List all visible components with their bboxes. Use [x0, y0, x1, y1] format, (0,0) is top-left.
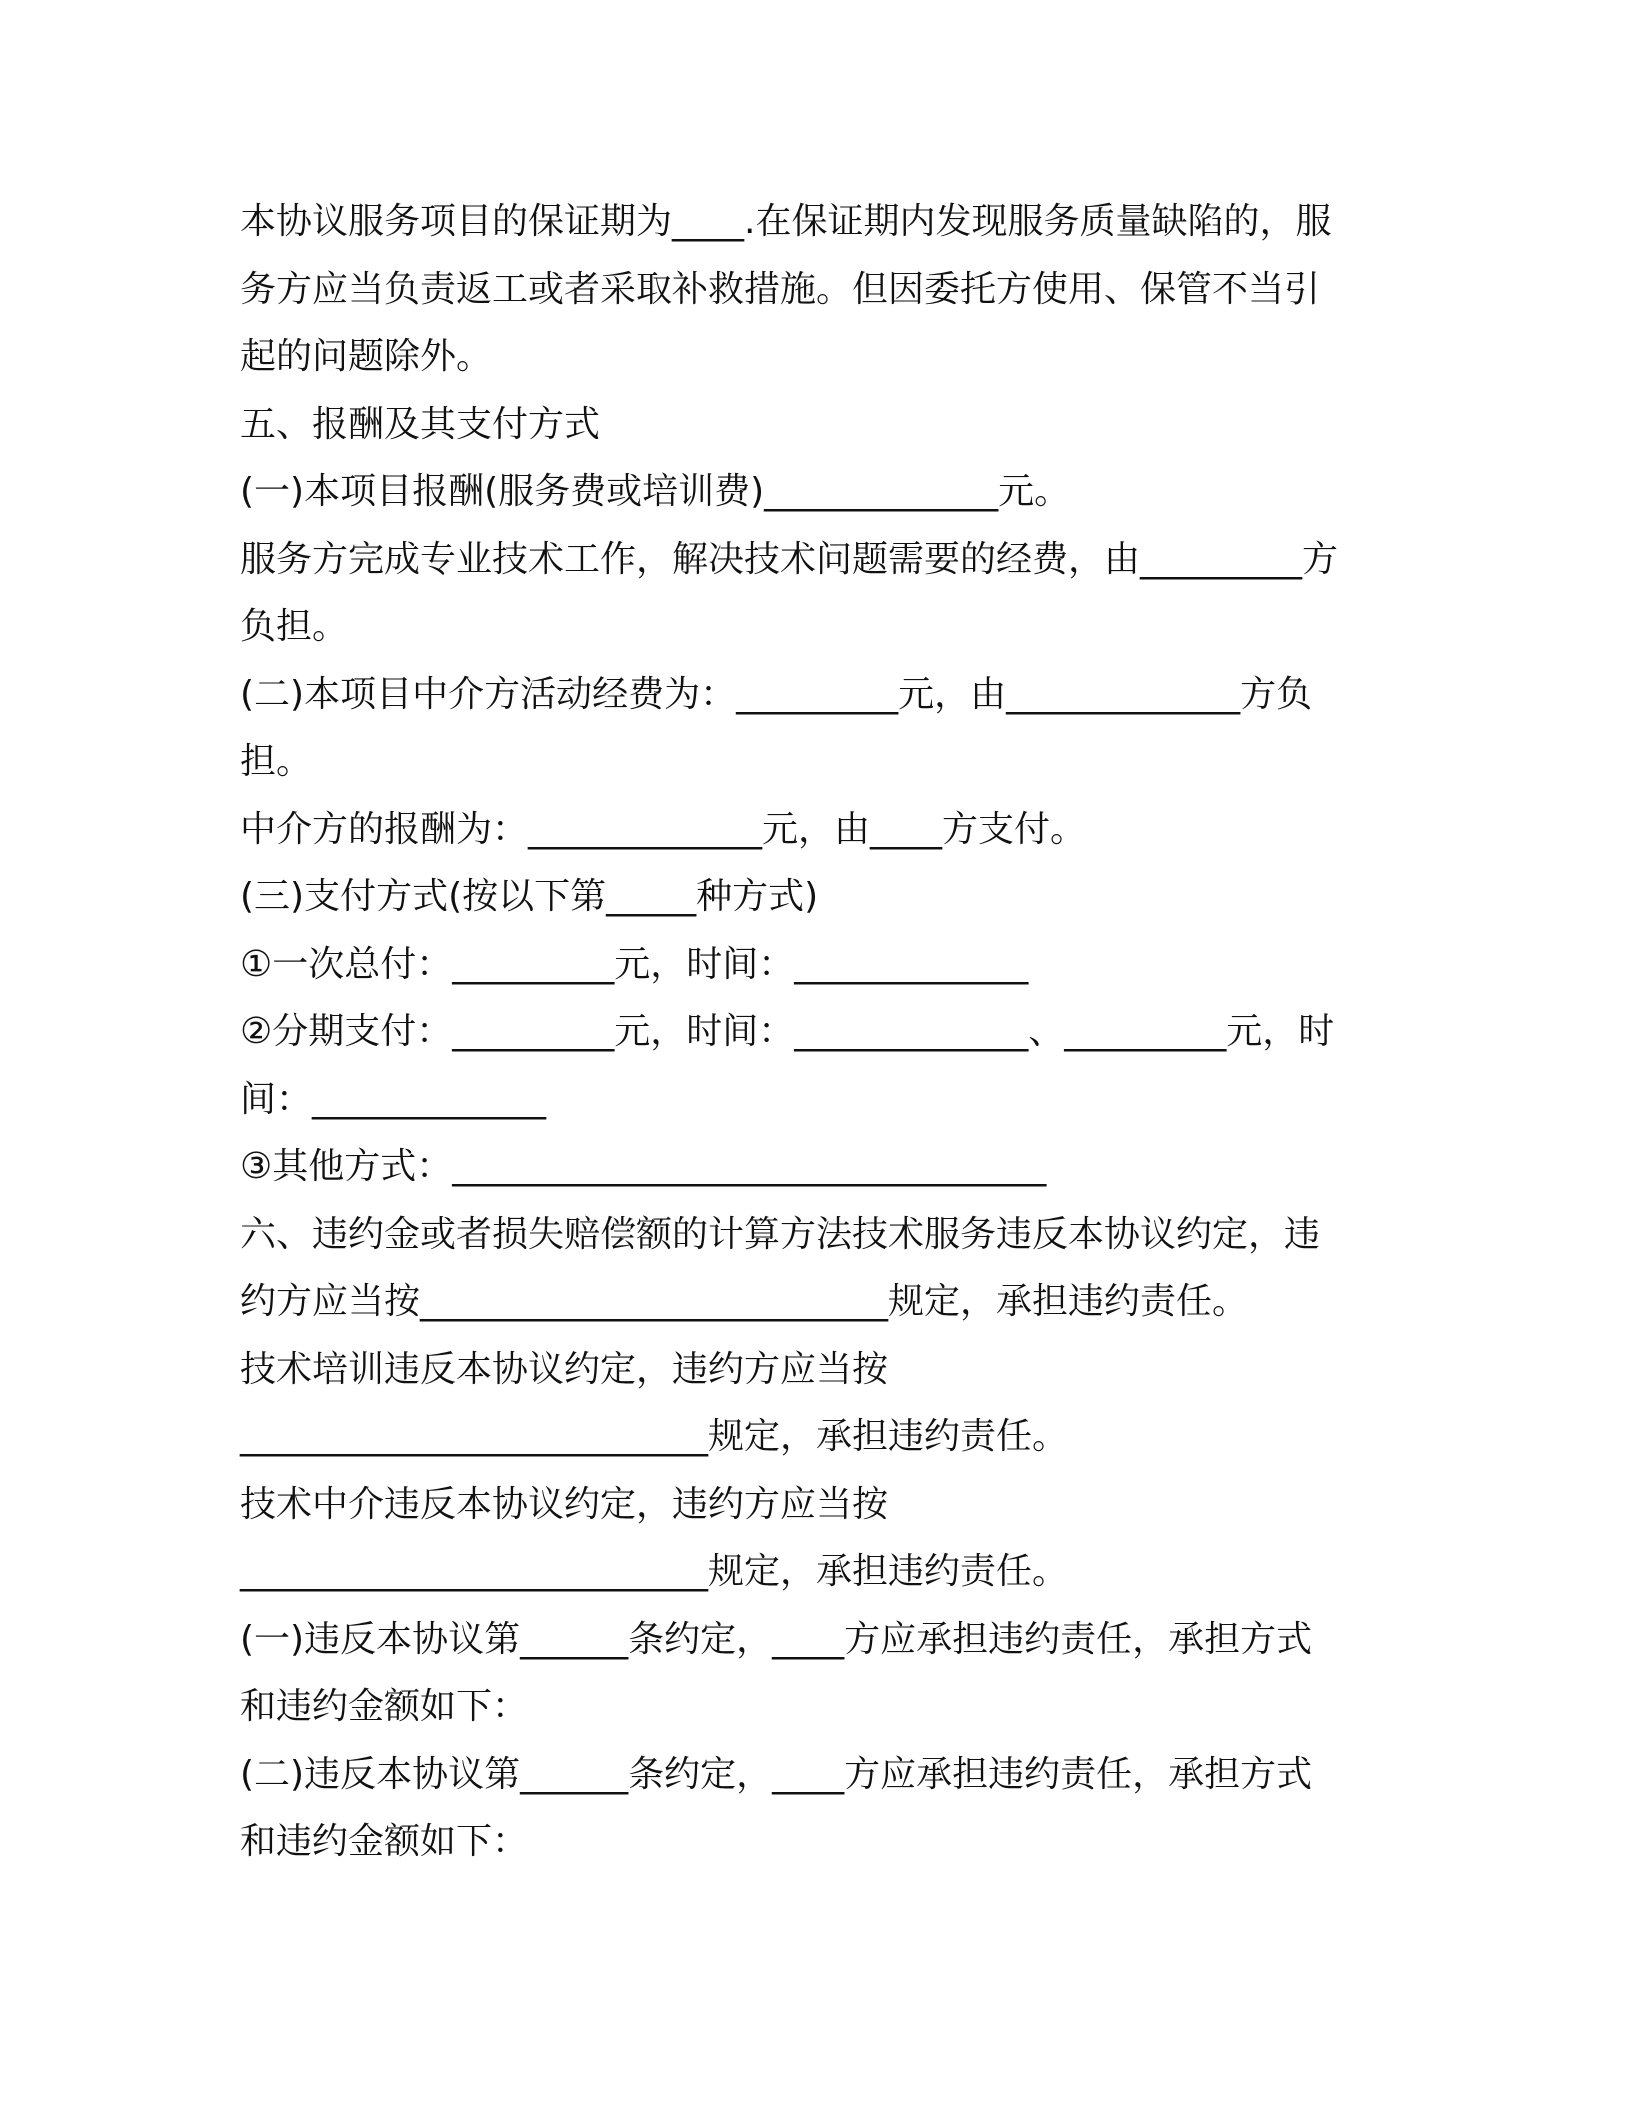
text-line: 技术中介违反本协议约定，违约方应当按 [240, 1483, 889, 1525]
text-line: 起的问题除外。 [240, 336, 493, 377]
text-line: 间：_____________ [240, 1078, 547, 1120]
section-heading: 五、报酬及其支付方式 [240, 403, 601, 445]
text-line: 本协议服务项目的保证期为____.在保证期内发现服务质量缺陷的，服 [240, 201, 1332, 242]
text-line: ①一次总付：_________元，时间：_____________ [240, 943, 1029, 985]
text-line: (二)违反本协议第______条约定，____方应承担违约责任，承担方式 [240, 1753, 1313, 1795]
section-heading: 六、违约金或者损失赔偿额的计算方法技术服务违反本协议约定，违 [240, 1213, 1321, 1255]
text-line: 和违约金额如下： [240, 1821, 529, 1862]
text-line: __________________________规定，承担违约责任。 [240, 1416, 1069, 1457]
text-line: (二)本项目中介方活动经费为：_________元，由_____________方负 [240, 673, 1313, 715]
text-line: 担。 [240, 741, 313, 782]
text-line: 中介方的报酬为：_____________元，由____方支付。 [240, 808, 1087, 850]
text-line: ③其他方式：_________________________________ [240, 1146, 1047, 1187]
text-line: 务方应当负责返工或者采取补救措施。但因委托方使用、保管不当引 [240, 268, 1321, 310]
text-line: (一)本项目报酬(服务费或培训费)_____________元。 [240, 471, 1071, 512]
text-line: ②分期支付：_________元，时间：_____________、_________元，时 [240, 1011, 1335, 1052]
text-line: __________________________规定，承担违约责任。 [240, 1551, 1069, 1592]
text-line: 服务方完成专业技术工作，解决技术问题需要的经费，由_________方 [240, 538, 1339, 580]
text-line: (一)违反本协议第______条约定，____方应承担违约责任，承担方式 [240, 1618, 1313, 1660]
text-line: 负担。 [240, 606, 349, 647]
document-body [240, 188, 1400, 1876]
text-line: 和违约金额如下： [240, 1686, 529, 1727]
text-line: 约方应当按__________________________规定，承担违约责任。 [240, 1281, 1249, 1322]
text-line: 技术培训违反本协议约定，违约方应当按 [240, 1348, 889, 1390]
text-line: (三)支付方式(按以下第_____种方式) [240, 876, 819, 917]
